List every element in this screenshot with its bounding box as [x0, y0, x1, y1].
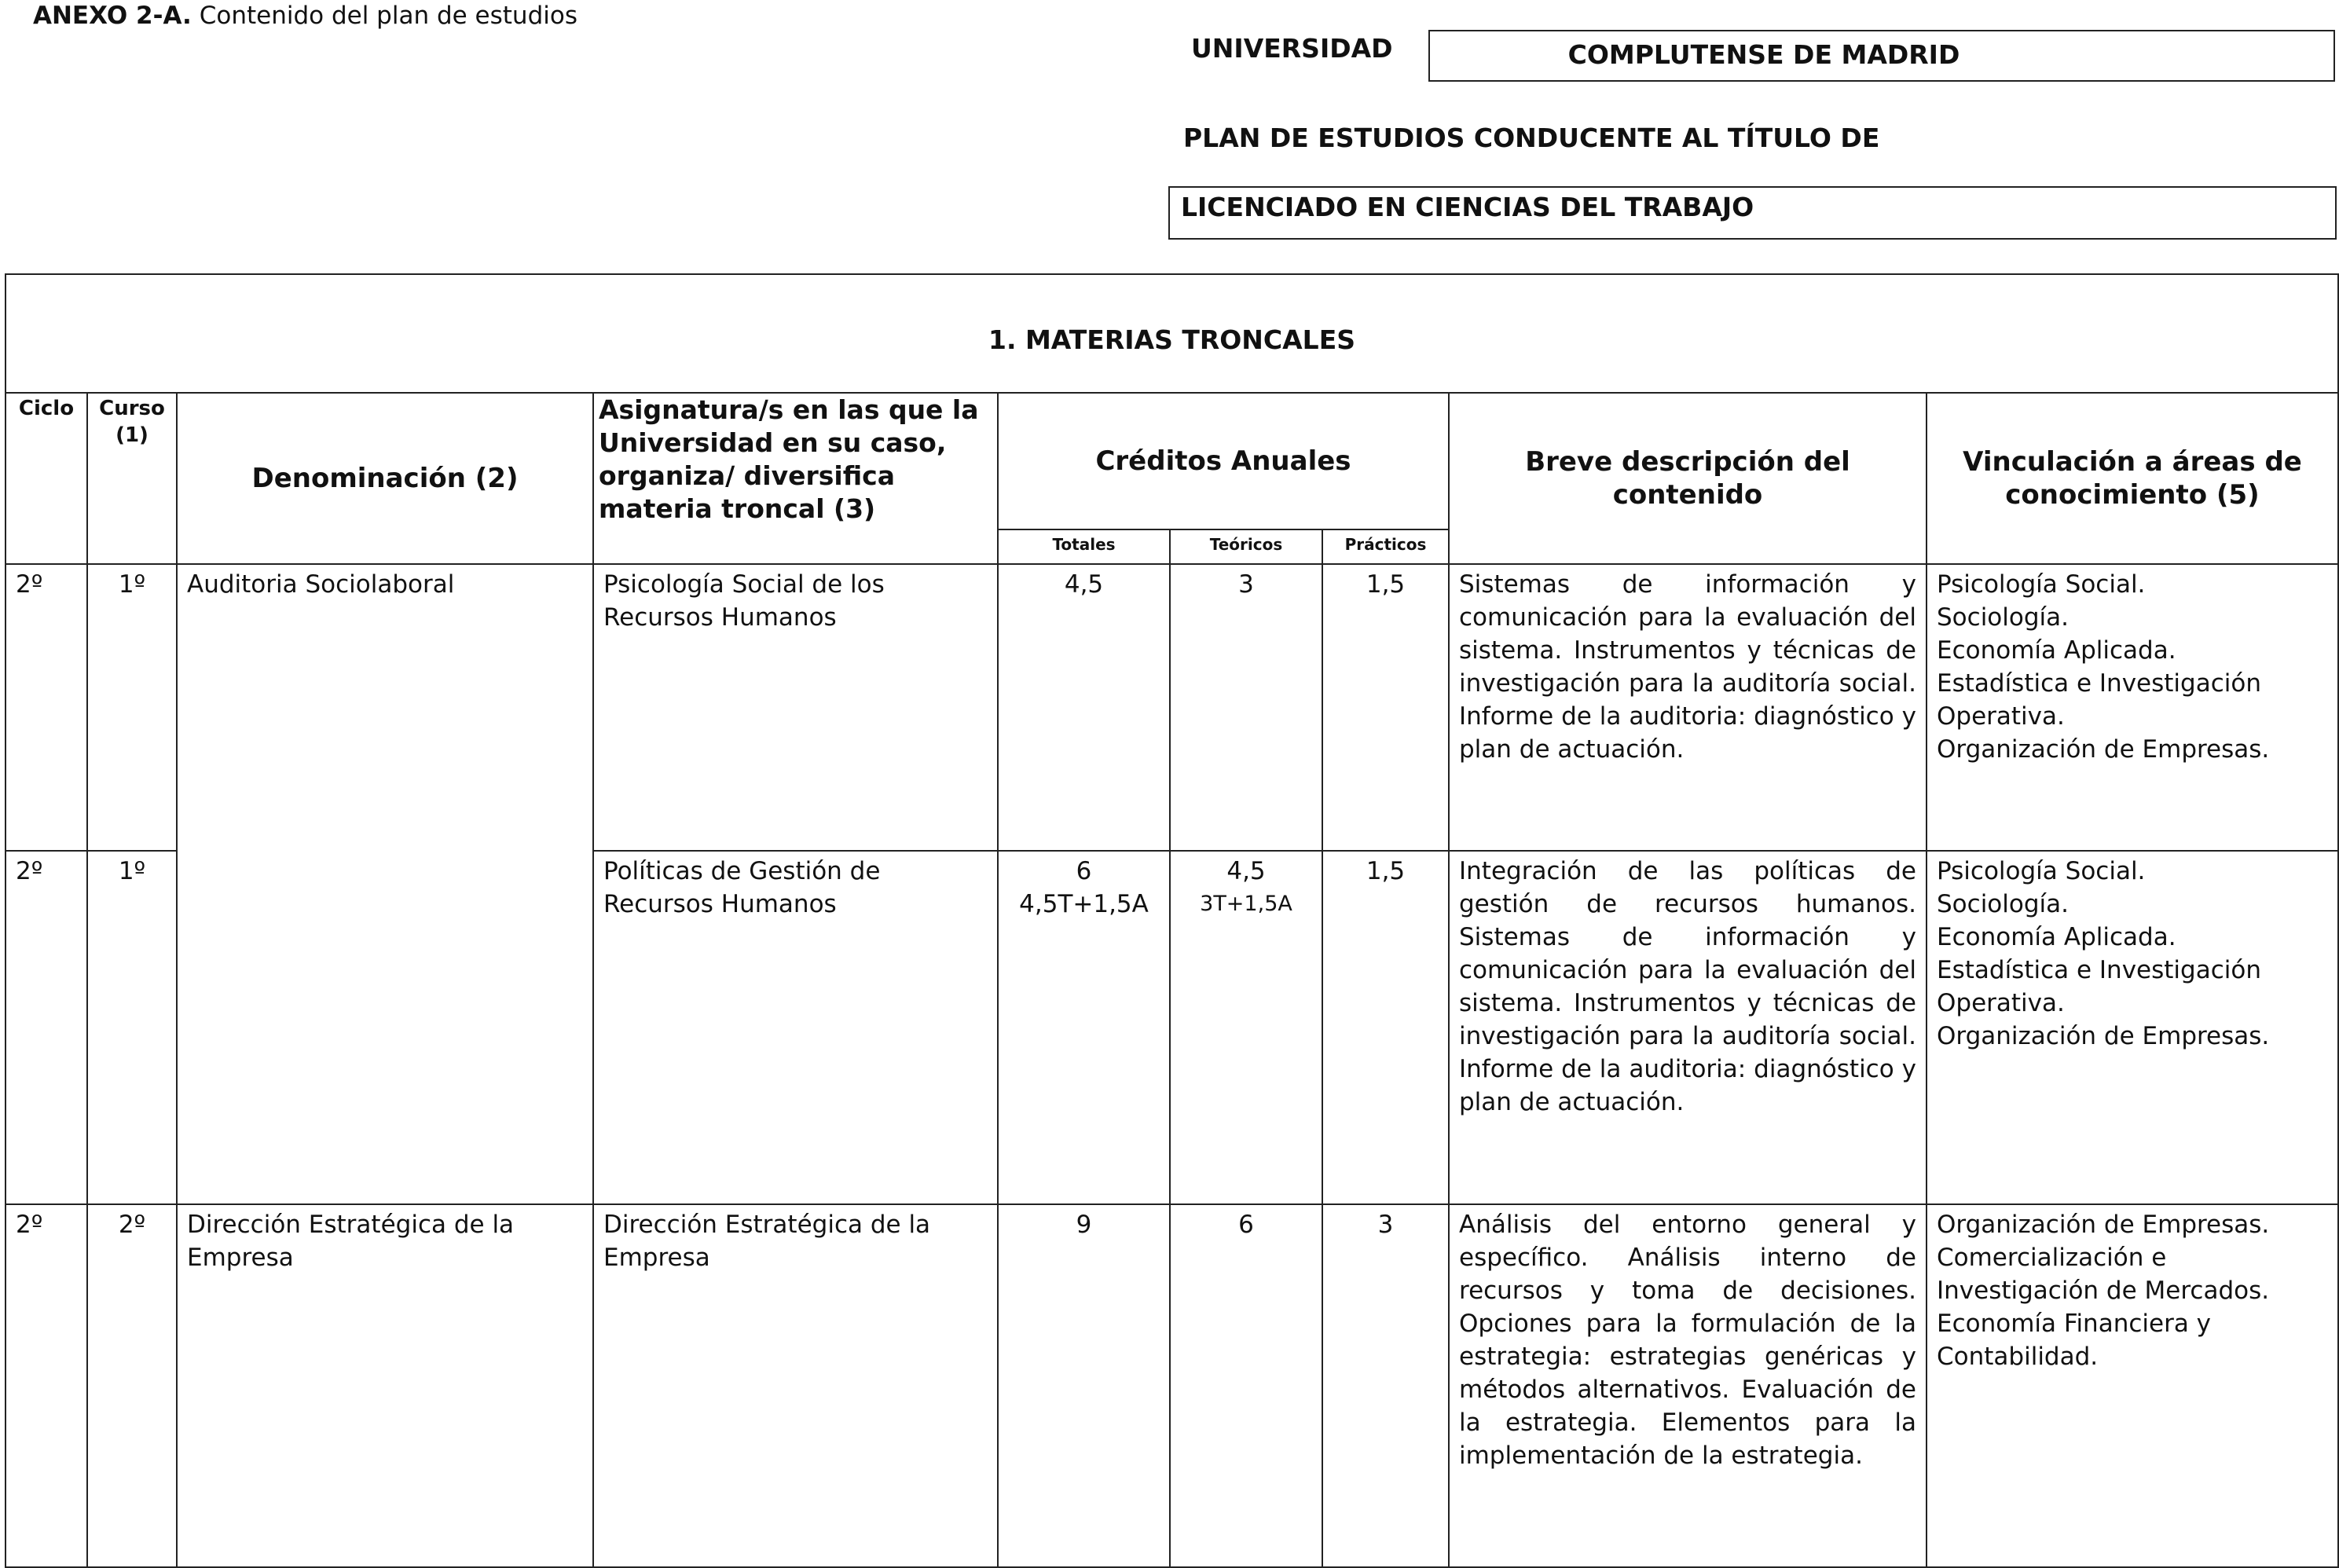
area-item: Economía Aplicada. — [1937, 636, 2176, 665]
area-item: Organización de Empresas. — [1937, 735, 2270, 764]
totales-value: 6 — [1076, 857, 1092, 885]
area-item: Estadística e Investigación Operativa. — [1937, 669, 2261, 731]
areas-cell — [1927, 851, 2338, 1204]
section-title: 1. MATERIAS TRONCALES — [5, 274, 2338, 393]
denominacion-cell: Auditoria Sociolaboral — [177, 564, 593, 1204]
ciclo-cell: 2º — [5, 1204, 87, 1567]
university-value: COMPLUTENSE DE MADRID — [1428, 30, 2335, 82]
table-row — [5, 564, 2338, 851]
header-asignatura: Asignatura/s en las que la Universidad en su caso, organiza/ diversifica materia troncal (3) — [593, 393, 998, 564]
annex-heading — [33, 2, 577, 30]
descripcion-cell: Integración de las políticas de gestión de recursos humanos. Sistemas de información y comunicación para la evaluación del sistema. Instrumentos y técnicas de investigación para la auditoría social. Informe de la auditoria: diagnóstico y plan de actuación. — [1449, 851, 1927, 1204]
area-item: Psicología Social. — [1937, 570, 2146, 599]
denominacion-cell: Dirección Estratégica de la Empresa — [177, 1204, 593, 1567]
area-item: Sociología. — [1937, 603, 2069, 632]
ciclo-cell: 2º — [5, 851, 87, 1204]
practicos-cell: 3 — [1322, 1204, 1449, 1567]
header-descripcion: Breve descripción del contenido — [1449, 393, 1927, 564]
totales-value: 4,5 — [1064, 570, 1104, 599]
header-curso: Curso (1) — [87, 393, 177, 564]
asignatura-cell: Dirección Estratégica de la Empresa — [593, 1204, 998, 1567]
teoricos-value: 6 — [1238, 1211, 1254, 1239]
areas-cell — [1927, 564, 2338, 851]
header-practicos: Prácticos — [1322, 529, 1449, 564]
header-teoricos: Teóricos — [1170, 529, 1322, 564]
plan-label: PLAN DE ESTUDIOS CONDUCENTE AL TÍTULO DE — [1183, 123, 1880, 153]
descripcion-cell: Sistemas de información y comunicación para la evaluación del sistema. Instrumentos y técnicas de investigación para la auditoría social. Informe de la auditoria: diagnóstico y plan de actuación. — [1449, 564, 1927, 851]
subjects-table — [5, 273, 2339, 1568]
area-item: Sociología. — [1937, 890, 2069, 918]
header-totales: Totales — [998, 529, 1170, 564]
asignatura-cell: Políticas de Gestión de Recursos Humanos — [593, 851, 998, 1204]
annex-label: ANEXO 2-A. — [33, 2, 192, 30]
area-item: Psicología Social. — [1937, 857, 2146, 885]
annex-text: Contenido del plan de estudios — [199, 2, 577, 30]
area-item: Organización de Empresas. — [1937, 1211, 2270, 1239]
totales-breakdown: 4,5T+1,5A — [1019, 890, 1149, 918]
teoricos-cell — [1170, 564, 1322, 851]
header-ciclo: Ciclo — [5, 393, 87, 564]
teoricos-breakdown: 3T+1,5A — [1200, 892, 1292, 916]
area-item: Organización de Empresas. — [1937, 1022, 2270, 1050]
table-row — [5, 1204, 2338, 1567]
teoricos-value: 4,5 — [1226, 857, 1266, 885]
totales-cell — [998, 851, 1170, 1204]
descripcion-cell: Análisis del entorno general y específico. Análisis interno de recursos y toma de decisiones. Opciones para la formulación de la estrategia: estrategias genéricas y métodos alternativos. Evaluación de la estrategia. Elementos para la implementación de la estrategia. — [1449, 1204, 1927, 1567]
university-label: UNIVERSIDAD — [1191, 33, 1393, 64]
curso-cell: 1º — [87, 564, 177, 851]
teoricos-value: 3 — [1238, 570, 1254, 599]
area-item: Economía Aplicada. — [1937, 923, 2176, 951]
area-item: Economía Financiera y Contabilidad. — [1937, 1310, 2212, 1371]
curso-cell: 1º — [87, 851, 177, 1204]
totales-cell — [998, 1204, 1170, 1567]
practicos-cell: 1,5 — [1322, 851, 1449, 1204]
totales-cell — [998, 564, 1170, 851]
ciclo-cell: 2º — [5, 564, 87, 851]
header-denominacion: Denominación (2) — [177, 393, 593, 564]
header-creditos: Créditos Anuales — [998, 393, 1449, 529]
totales-value: 9 — [1076, 1211, 1092, 1239]
asignatura-cell: Psicología Social de los Recursos Humanos — [593, 564, 998, 851]
degree-title: LICENCIADO EN CIENCIAS DEL TRABAJO — [1168, 186, 2337, 240]
teoricos-cell — [1170, 1204, 1322, 1567]
header-vinculacion: Vinculación a áreas de conocimiento (5) — [1927, 393, 2338, 564]
teoricos-cell — [1170, 851, 1322, 1204]
areas-cell — [1927, 1204, 2338, 1567]
area-item: Comercialización e Investigación de Mercados. — [1937, 1244, 2270, 1305]
area-item: Estadística e Investigación Operativa. — [1937, 956, 2261, 1017]
practicos-cell: 1,5 — [1322, 564, 1449, 851]
curso-cell: 2º — [87, 1204, 177, 1567]
